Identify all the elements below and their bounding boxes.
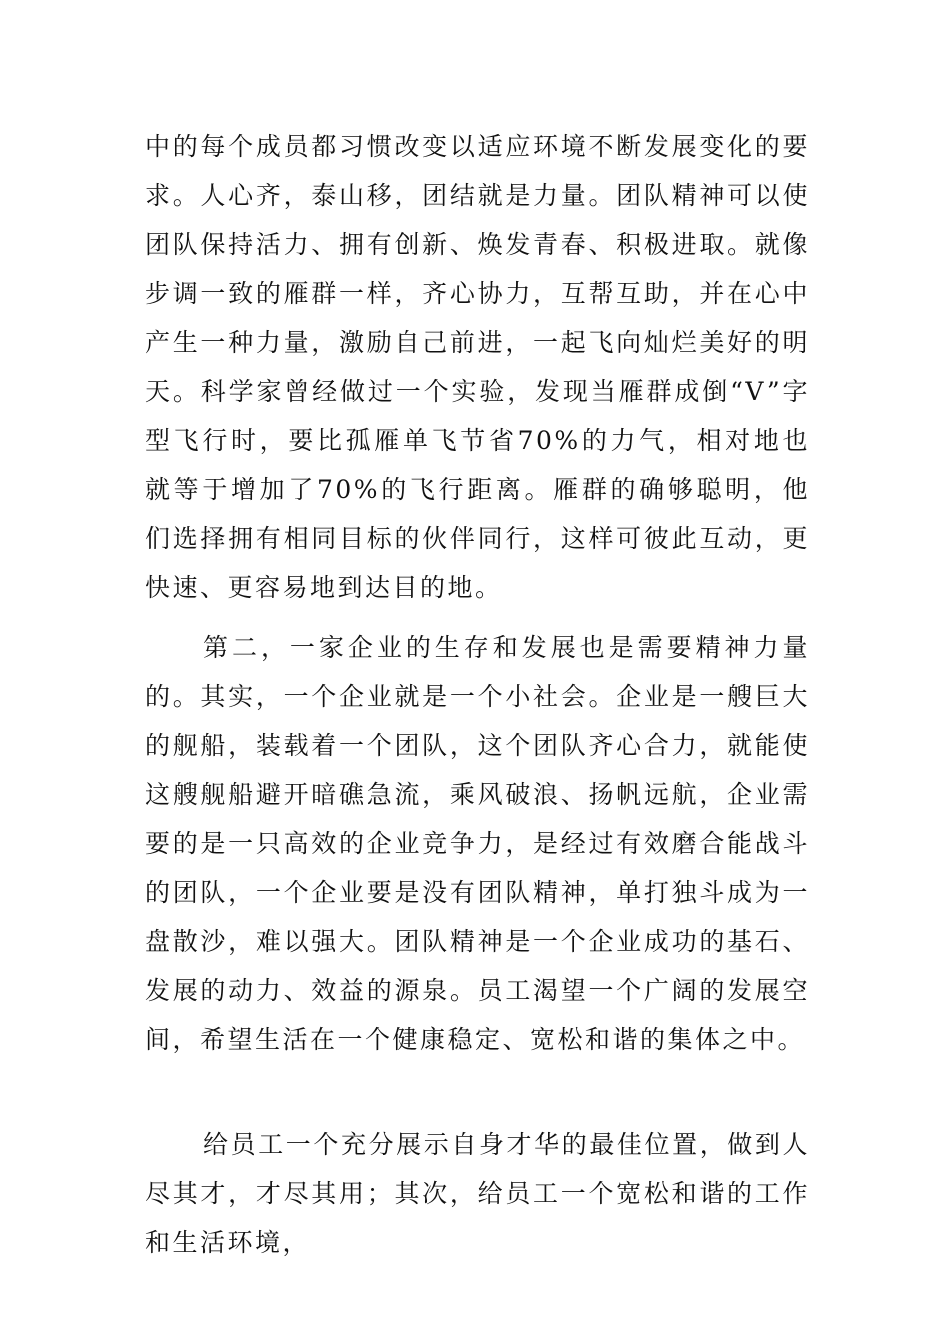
paragraph-enterprise-spirit: 第二，一家企业的生存和发展也是需要精神力量的。其实，一个企业就是一个小社会。企业是一艘巨大的舰船，装载着一个团队，这个团队齐心合力，就能使这艘舰船避开暗礁急流，乘风破浪、扬帆远航，企业需要的是一只高效的企业竞争力，是经过有效磨合能战斗的团队，一个企业要是没有团队精神，单打独斗成为一盘散沙，难以强大。团队精神是一个企业成功的基石、发展的动力、效益的源泉。员工渴望一个广阔的发展空间，希望生活在一个健康稳定、宽松和谐的集体之中。 xyxy=(145,633,810,1054)
paragraph-teamwork-geese: 中的每个成员都习惯改变以适应环境不断发展变化的要求。人心齐，泰山移，团结就是力量。团队精神可以使团队保持活力、拥有创新、焕发青春、积极进取。就像步调一致的雁群一样，齐心协力，互帮互助，并在心中产生一种力量，激励自己前进，一起飞向灿烂美好的明天。科学家曾经做过一个实验，发现当雁群成倒“V”字型飞行时，要比孤雁单飞节省70%的力气，相对地也就等于增加了70%的飞行距离。雁群的确够聪明，他们选择拥有相同目标的伙伴同行，这样可彼此互动，更快速、更容易地到达目的地。 xyxy=(145,132,810,602)
paragraph-employee-position: 给员工一个充分展示自身才华的最佳位置，做到人尽其才，才尽其用；其次，给员工一个宽松和谐的工作和生活环境， xyxy=(145,1130,810,1257)
